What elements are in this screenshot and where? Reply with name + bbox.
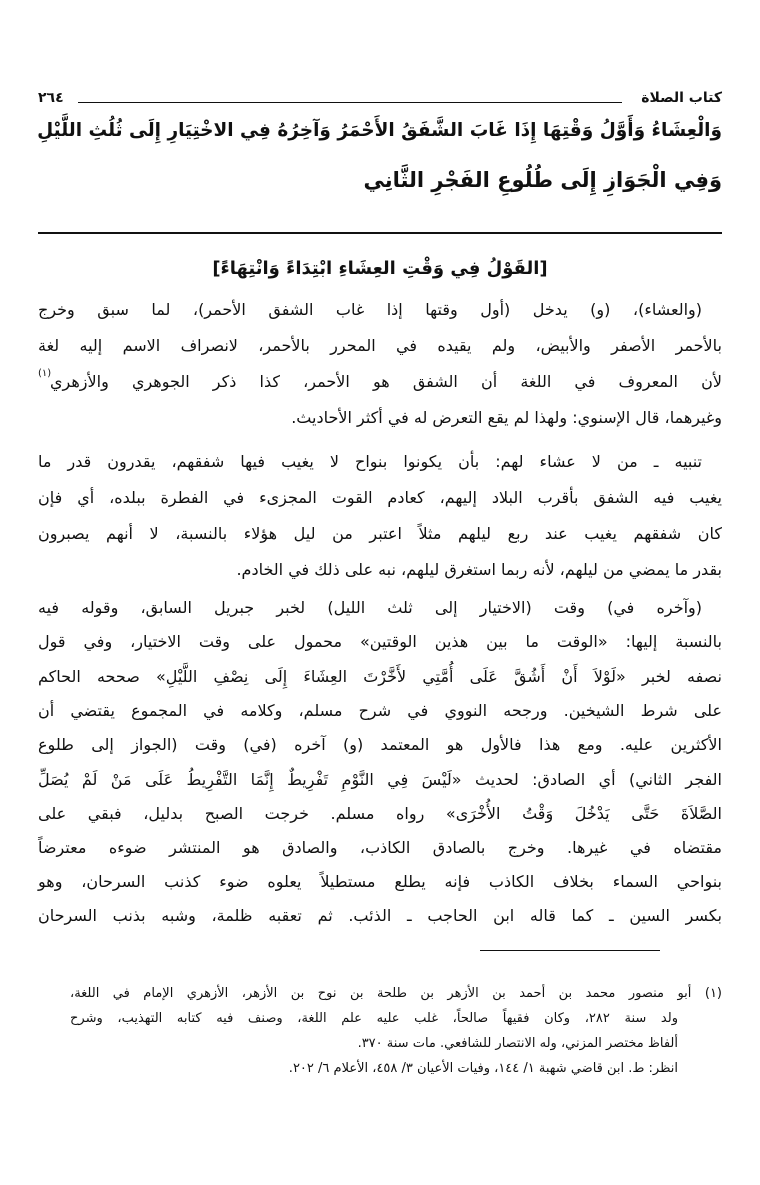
body-line: نصفه لخبر «لَوْلاَ أَنْ أَشُقَّ عَلَى أُمَّتِي لأَخَّرْتَ العِشَاءَ إِلَى نِصْفِ اللَّيْلِ» صححه الحاكم (38, 667, 722, 686)
footnote-line: ولد سنة ٢٨٢، وكان فقيهاً صالحاً، غلب عليه علم اللغة، وصنف فيه كتابه التهذيب، وشرح (70, 1011, 678, 1026)
matn-line: وَفِي الْجَوَازِ إِلَى طُلُوعِ الفَجْرِ الثَّانِي (363, 168, 722, 192)
body-line: لأن المعروف في اللغة أن الشفق هو الأحمر، كذا ذكر الجوهري والأزهري (50, 372, 722, 391)
footnote-line: (١) أبو منصور محمد بن أحمد بن الأزهر بن طلحة بن نوح بن الأزهر، الأزهري الإمام في اللغة، (70, 986, 722, 1001)
body-line: على شرط الشيخين. ورجحه النووي في شرح مسلم، وكلامه في المجموع يقتضي أن (38, 701, 722, 720)
body-line: الفجر الثاني) أي الصادق: لحديث «لَيْسَ فِي النَّوْمِ تَفْرِيطٌ إِنَّمَا التَّفْرِيطُ عَلَى مَنْ لَمْ يُصَلِّ (38, 770, 722, 789)
footnote-line: ألفاظ مختصر المزني، وله الانتصار للشافعي. مات سنة ٣٧٠. (357, 1036, 678, 1051)
body-line: كان شفقهم يغيب عند ربع ليلهم مثلاً اعتبر من ليل هؤلاء بالنسبة، لا أنهم يصبرون (38, 524, 722, 543)
header-rule (78, 102, 622, 103)
body-line: وغيرهما، قال الإسنوي: ولهذا لم يقع التعرض له في أكثر الأحاديث. (291, 408, 722, 427)
body-line: بكسر السين ـ كما قاله ابن الحاجب ـ الذئب. ثم تعقبه ظلمة، وشبه بذنب السرحان (38, 906, 722, 925)
section-heading: [القَوْلُ فِي وَقْتِ العِشَاءِ ابْتِدَاءً وَانْتِهَاءً] (212, 258, 548, 279)
body-line: بالنسبة إليها: «الوقت ما بين هذين الوقتين» محمول على وقت الاختيار، وفي قول (38, 632, 722, 651)
footnote-line: انظر: ط. ابن قاضي شهبة ١/ ١٤٤، وفيات الأعيان ٣/ ٤٥٨، الأعلام ٦/ ٢٠٢. (288, 1061, 678, 1076)
body-line: (والعشاء)، (و) يدخل (أول وقتها إذا غاب الشفق الأحمر)، لما سبق وخرج (38, 300, 702, 319)
matn-separator (38, 232, 722, 234)
body-line: الأكثرين عليه. ومع هذا فالأول هو المعتمد (و) آخره (في) وقت (الجواز إلى طلوع (38, 735, 722, 754)
matn-line: وَالْعِشَاءُ وَأَوَّلُ وَقْتِهَا إِذَا غَابَ الشَّفَقُ الأَحْمَرُ وَآخِرُهُ فِي الاخْتِيَارِ إِلَى ثُلُثِ اللَّيْلِ (37, 120, 722, 141)
body-line: الصَّلاَةَ حَتَّى يَدْخُلَ وَقْتُ الأُخْرَى» رواه مسلم. خرجت الصبح بدليل، فبقي على (38, 804, 722, 823)
body-line: بنواحي السماء بخلاف الكاذب فإنه يطلع مستطيلاً يعلوه ضوء كذنب السرحان، وهو (38, 872, 722, 891)
body-line: يغيب فيه الشفق بأقرب البلاد إليهم، كعادم القوت المجزىء في الفطرة ببلده، أي فإن (38, 488, 722, 507)
body-line: مقتضاه في غيرها. وخرج بالصادق الكاذب، والصادق هو المنتشر ضوءه معترضاً (38, 838, 722, 857)
body-line: (وآخره في) وقت (الاختيار إلى ثلث الليل) لخبر جبريل السابق، وقوله فيه (38, 598, 702, 617)
body-line: تنبيه ـ من لا عشاء لهم: بأن يكونوا بنواح لا يغيب فيها شفقهم، يقدرون قدر ما (38, 452, 702, 471)
body-line: بالأحمر الأصفر والأبيض، ولم يقيده في المحرر بالأحمر، لانصراف الاسم إليه لغة (38, 336, 722, 355)
body-line: بقدر ما يمضي من ليلهم، لأنه ربما استغرق ليلهم، نبه على ذلك في الخادم. (236, 560, 722, 579)
page-number: ٢٦٤ (38, 90, 64, 106)
footnote-separator (480, 950, 660, 951)
footnote-marker: (١) (38, 368, 52, 379)
running-header (38, 90, 722, 112)
book-title: كتاب الصلاة (641, 90, 722, 106)
